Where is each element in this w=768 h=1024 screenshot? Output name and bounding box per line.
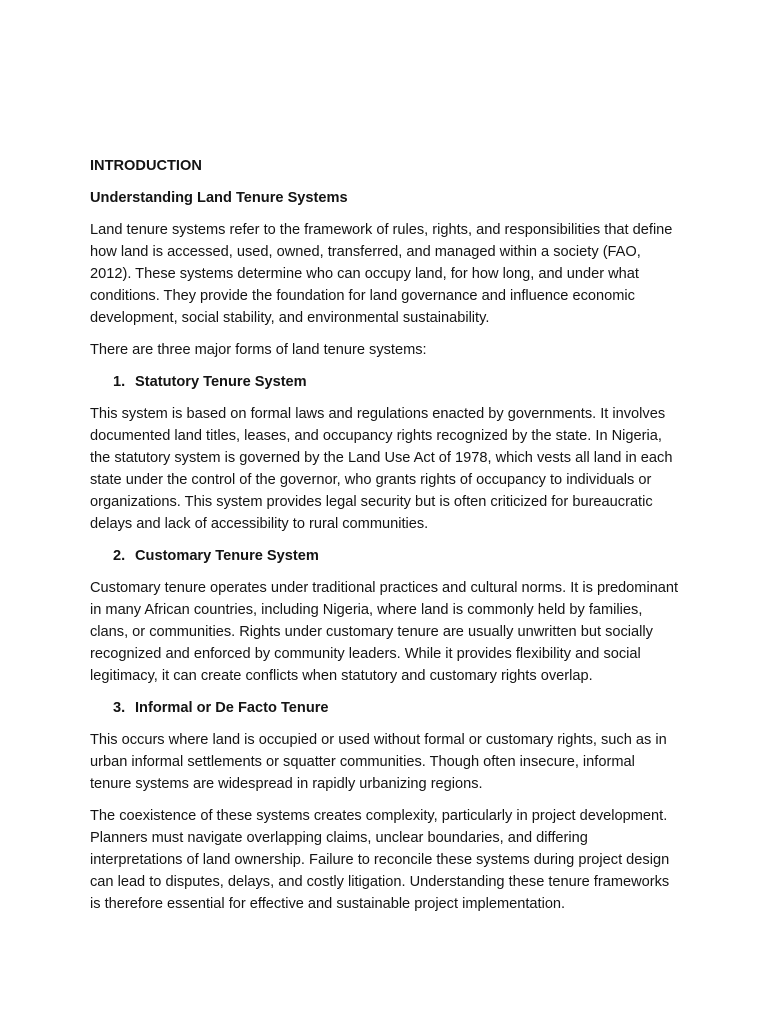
list-item-heading-3 (90, 697, 680, 719)
list-item-title: Informal or De Facto Tenure (135, 700, 329, 716)
list-item-title: Customary Tenure System (135, 548, 319, 564)
list-item-heading-1 (90, 371, 680, 393)
list-item-number: 2. (113, 548, 126, 564)
list-item-number: 1. (113, 374, 126, 390)
closing-paragraph: The coexistence of these systems creates complexity, particularly in project development. Planners must navigate overlapping claims, unclear boundaries, and differing interpretations of land ownership. Failure to reconcile these systems during project design can lead to disputes, delays, and costly litigation. Understanding these tenure frameworks is therefore essential for effective and sustainable project implementation. (90, 808, 670, 912)
intro-paragraph: Land tenure systems refer to the framework of rules, rights, and responsibilities that define how land is accessed, used, owned, transferred, and managed within a society (FAO, 2012). These systems determine who can occupy land, for how long, and under what conditions. They provide the foundation for land governance and influence economic development, social stability, and environmental sustainability. (90, 222, 673, 326)
document-page (90, 155, 680, 925)
statutory-paragraph: This system is based on formal laws and regulations enacted by governments. It involves documented land titles, leases, and occupancy rights recognized by the state. In Nigeria, the statutory system is governed by the Land Use Act of 1978, which vests all land in each state under the control of the governor, who grants rights of occupancy to individuals or organizations. This system provides legal security but is often criticized for bureaucratic delays and lack of accessibility to rural communities. (90, 406, 673, 532)
customary-paragraph: Customary tenure operates under traditional practices and cultural norms. It is predominant in many African countries, including Nigeria, where land is commonly held by families, clans, or communities. Rights under customary tenure are usually unwritten but socially recognized and enforced by community leaders. While it provides flexibility and social legitimacy, it can create conflicts when statutory and customary rights overlap. (90, 580, 679, 684)
forms-intro-paragraph: There are three major forms of land tenure systems: (90, 342, 427, 358)
informal-paragraph: This occurs where land is occupied or used without formal or customary rights, such as in urban informal settlements or squatter communities. Though often insecure, informal tenure systems are widespread in rapidly urbanizing regions. (90, 732, 667, 792)
section-title: INTRODUCTION (90, 158, 202, 174)
list-item-heading-2 (90, 545, 680, 567)
list-item-title: Statutory Tenure System (135, 374, 307, 390)
subtitle: Understanding Land Tenure Systems (90, 190, 348, 206)
list-item-number: 3. (113, 700, 126, 716)
